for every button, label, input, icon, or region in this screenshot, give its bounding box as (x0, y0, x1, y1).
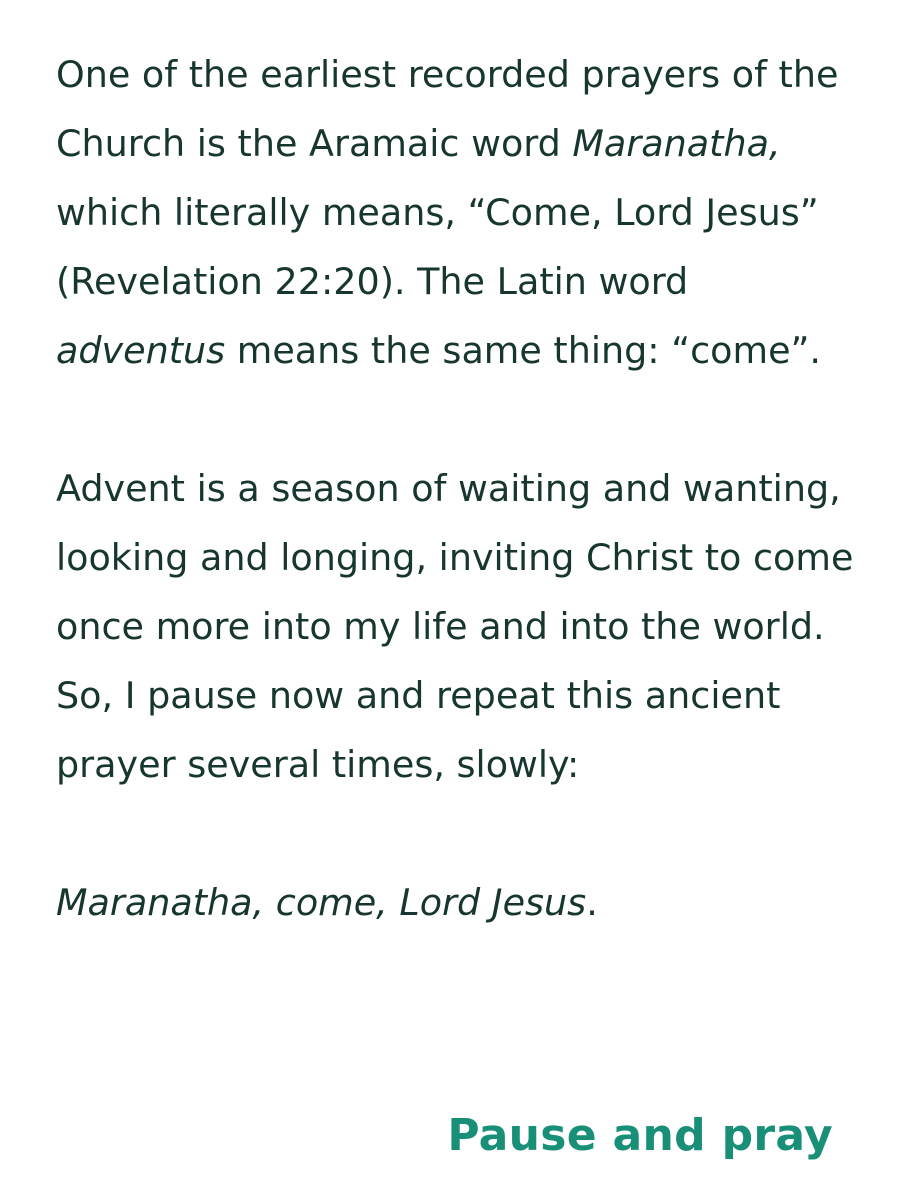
paragraph-2-text: Advent is a season of waiting and wanting, looking and longing, inviting Christ to come once more into my life and into the world. So, I pause now and repeat this ancient prayer several times, slowly: (56, 467, 854, 786)
pause-and-pray-link[interactable]: Pause and pray (447, 1110, 833, 1161)
paragraph-advent (56, 454, 856, 799)
prayer-text: Maranatha, come, Lord Jesus (56, 881, 587, 924)
paragraph-1-emphasis-maranatha: Maranatha, (572, 122, 781, 165)
paragraph-1-text-c: means the same thing: “come”. (225, 329, 822, 372)
prayer-period: . (586, 881, 598, 924)
paragraph-1-text-b: which literally means, “Come, Lord Jesus” (Revelation 22:20). The Latin word (56, 191, 819, 303)
paragraph-1-emphasis-adventus: adventus (56, 329, 226, 372)
reading-page (56, 40, 856, 937)
paragraph-1-text-a: One of the earliest recorded prayers of the Church is the Aramaic word (56, 53, 839, 165)
prayer-line (56, 868, 856, 937)
paragraph-maranatha (56, 40, 856, 385)
